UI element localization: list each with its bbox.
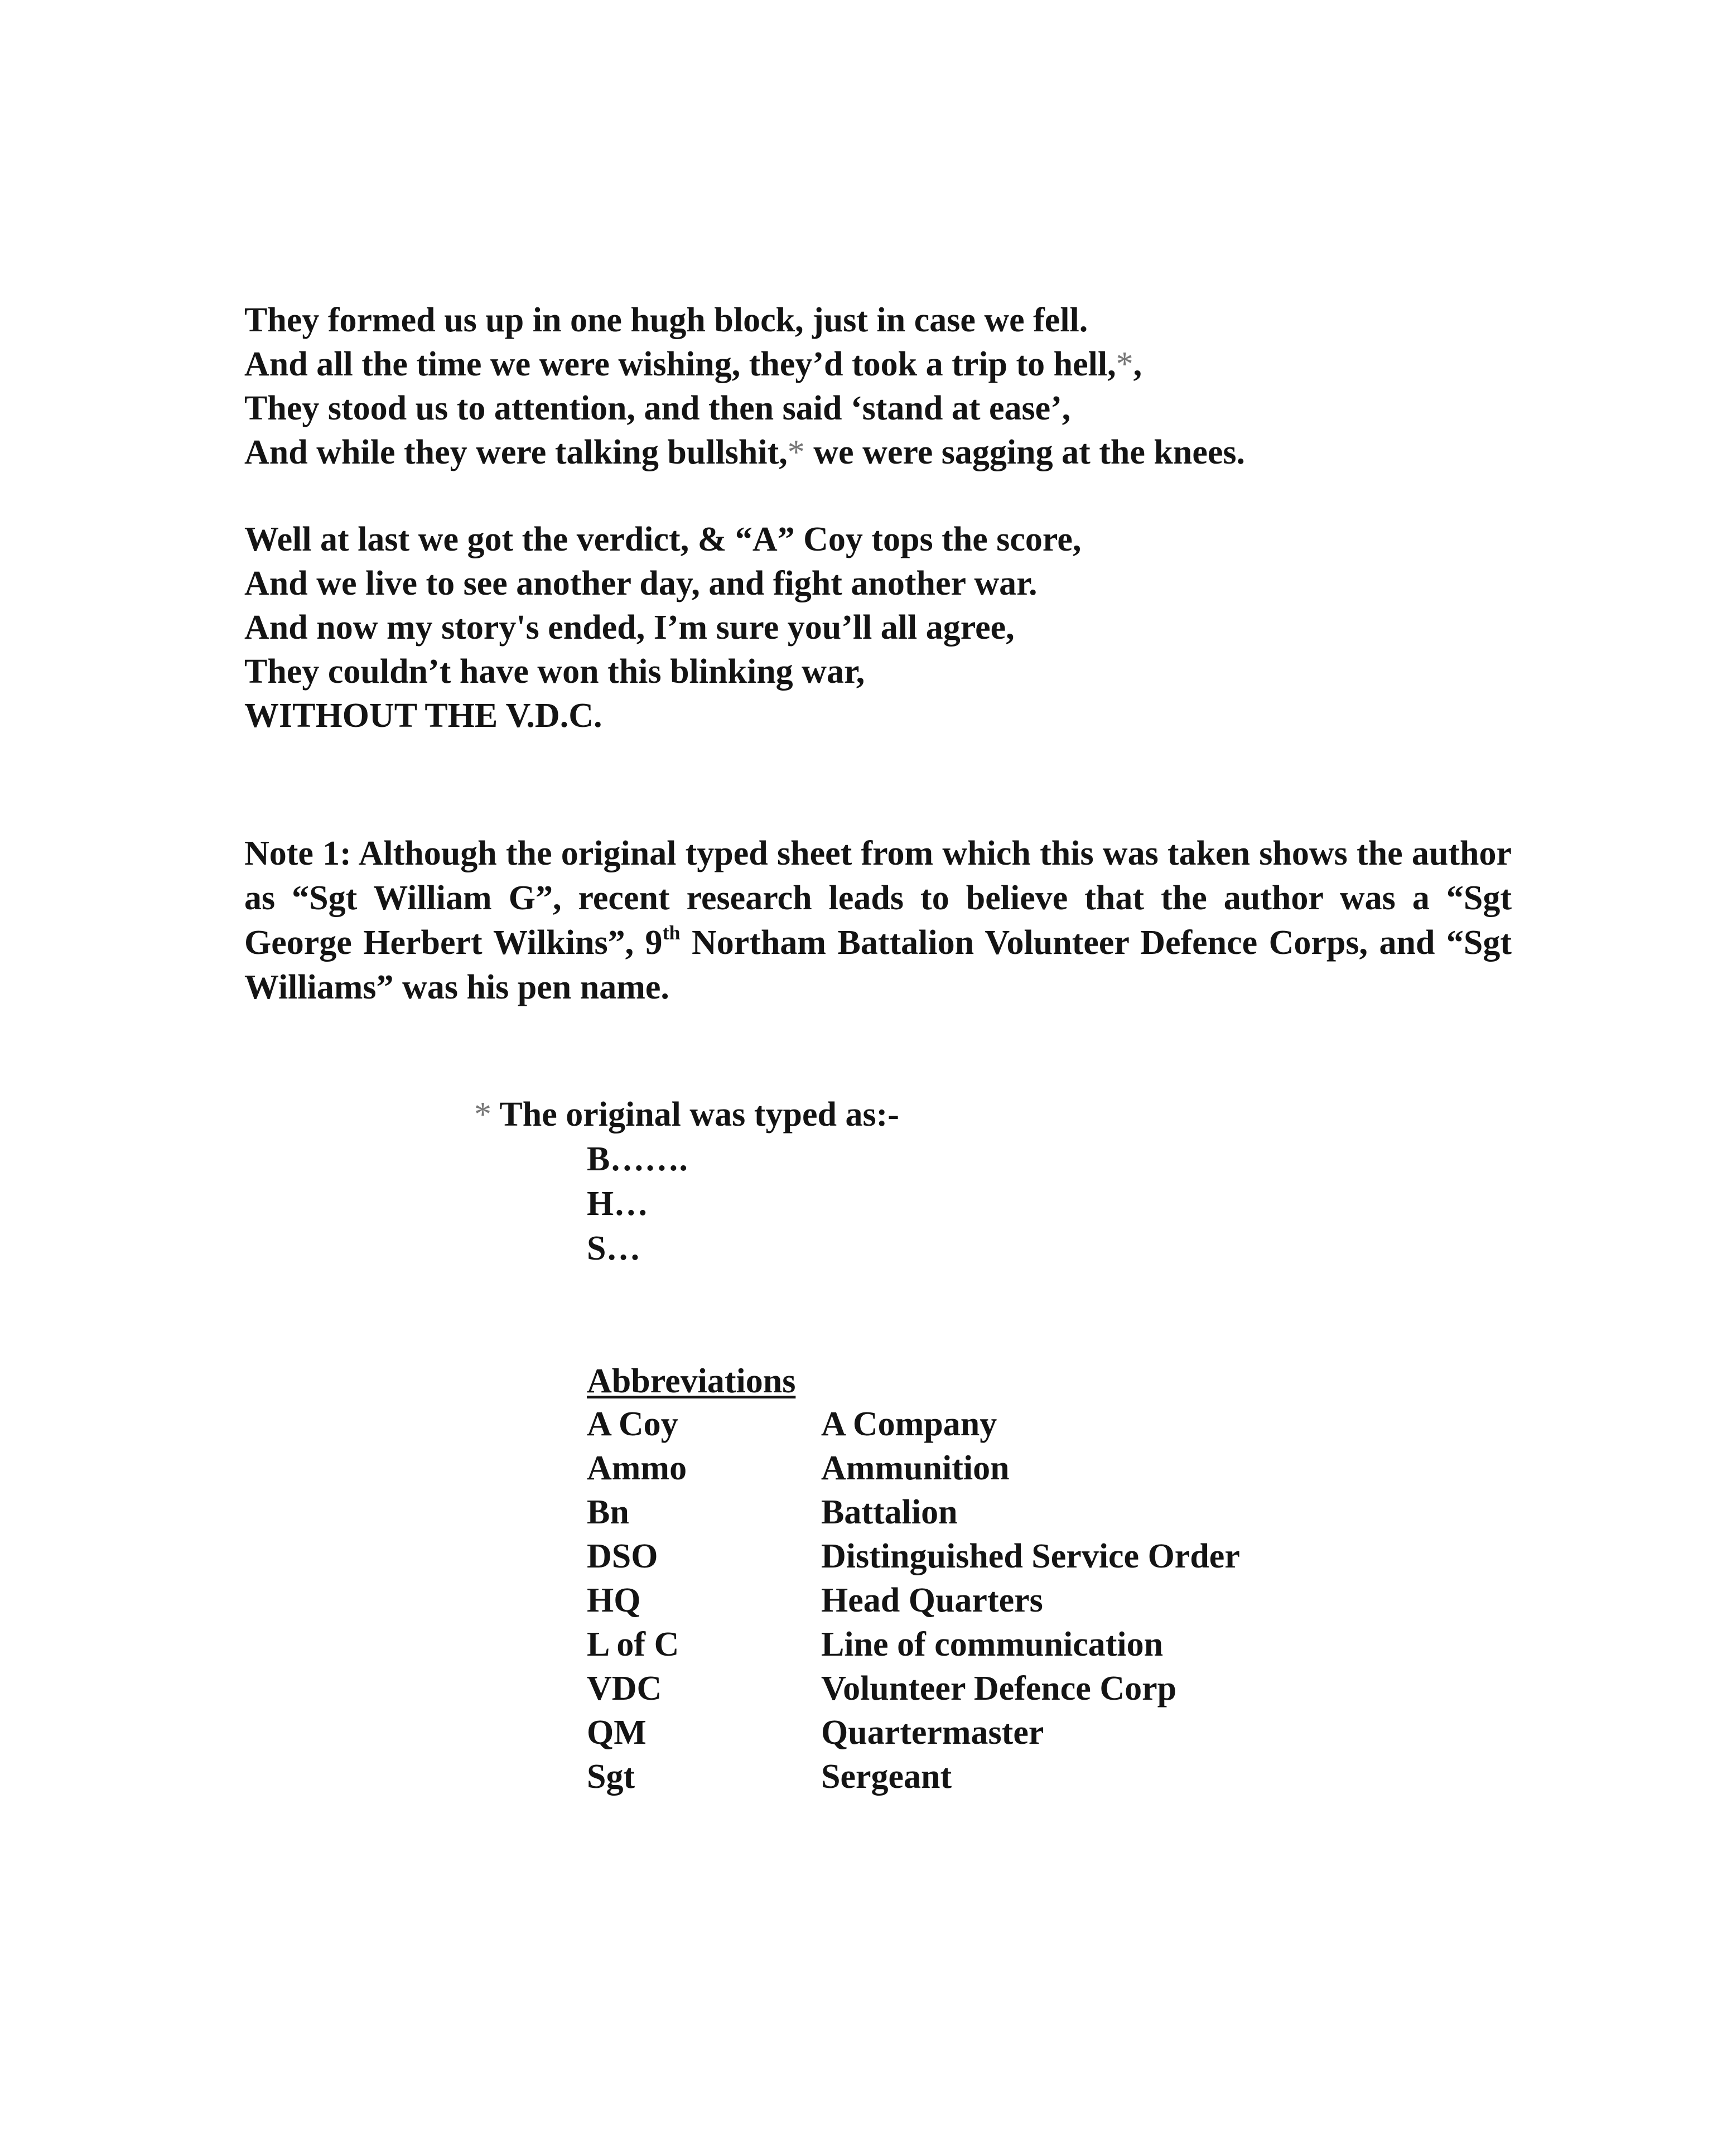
abbreviation-long: Line of communication — [821, 1626, 1164, 1663]
abbreviation-long: Head Quarters — [821, 1581, 1043, 1619]
poem-line: And all the time we were wishing, they’d took a trip to hell,*, — [244, 345, 1142, 383]
abbreviation-long: Quartermaster — [821, 1714, 1044, 1752]
footnote-asterisk: * — [787, 433, 805, 471]
poem-line: They stood us to attention, and then said ‘stand at ease’, — [244, 389, 1071, 427]
abbreviation-short: QM — [587, 1714, 647, 1752]
typed-item: H… — [587, 1185, 649, 1223]
typed-item: B……. — [587, 1140, 688, 1178]
poem-stanza-1 — [244, 298, 1245, 475]
abbreviation-short: L of C — [587, 1626, 679, 1663]
abbreviation-row — [587, 1402, 1240, 1446]
abbreviation-row — [587, 1711, 1240, 1755]
abbreviation-short: HQ — [587, 1581, 641, 1619]
original-typed-note: * The original was typed as:- — [474, 1096, 899, 1134]
poem-line: And while they were talking bullshit,* we were sagging at the knees. — [244, 433, 1246, 471]
poem-line: They formed us up in one hugh block, just in case we fell. — [244, 301, 1088, 339]
abbreviation-row — [587, 1446, 1240, 1491]
abbreviation-row — [587, 1623, 1240, 1667]
abbreviation-long: Distinguished Service Order — [821, 1537, 1240, 1575]
ordinal-suffix: th — [662, 922, 681, 944]
poem-stanza-2 — [244, 518, 1081, 738]
abbreviation-short: Ammo — [587, 1449, 687, 1487]
abbreviations-heading: Abbreviations — [587, 1362, 796, 1400]
poem-line: Well at last we got the verdict, & “A” Coy tops the score, — [244, 520, 1082, 558]
footnote-asterisk: * — [1116, 345, 1133, 383]
abbreviation-row — [587, 1535, 1240, 1579]
abbreviation-row — [587, 1667, 1240, 1711]
abbreviations-table — [587, 1402, 1240, 1799]
abbreviation-row — [587, 1491, 1240, 1535]
abbreviation-long: Volunteer Defence Corp — [821, 1670, 1177, 1708]
abbreviation-short: A Coy — [587, 1405, 678, 1443]
author-note: Note 1: Although the original typed sheet from which this was taken shows the author as “Sgt William G”, recent research leads to believe that the author was a “Sgt George Herbert Wilkins”, 9th Northam Battalion Volunteer Defence Corps, and “Sgt Williams” was his pen name. — [244, 835, 1512, 1006]
abbreviation-short: Sgt — [587, 1758, 635, 1796]
abbreviation-long: Sergeant — [821, 1758, 952, 1796]
abbreviation-row — [587, 1755, 1240, 1799]
abbreviation-long: Ammunition — [821, 1449, 1010, 1487]
abbreviation-long: A Company — [821, 1405, 997, 1443]
typed-item: S… — [587, 1229, 641, 1267]
footnote-asterisk: * — [474, 1096, 491, 1134]
abbreviation-short: DSO — [587, 1537, 658, 1575]
abbreviation-row — [587, 1579, 1240, 1623]
original-typed-list — [587, 1137, 688, 1271]
poem-line: They couldn’t have won this blinking war, — [244, 653, 865, 691]
abbreviation-long: Battalion — [821, 1493, 958, 1531]
poem-closing-line: WITHOUT THE V.D.C. — [244, 697, 602, 735]
abbreviation-short: Bn — [587, 1493, 629, 1531]
poem-line: And we live to see another day, and fight another war. — [244, 565, 1038, 602]
poem-line: And now my story's ended, I’m sure you’ll all agree, — [244, 609, 1015, 647]
abbreviation-short: VDC — [587, 1670, 662, 1708]
